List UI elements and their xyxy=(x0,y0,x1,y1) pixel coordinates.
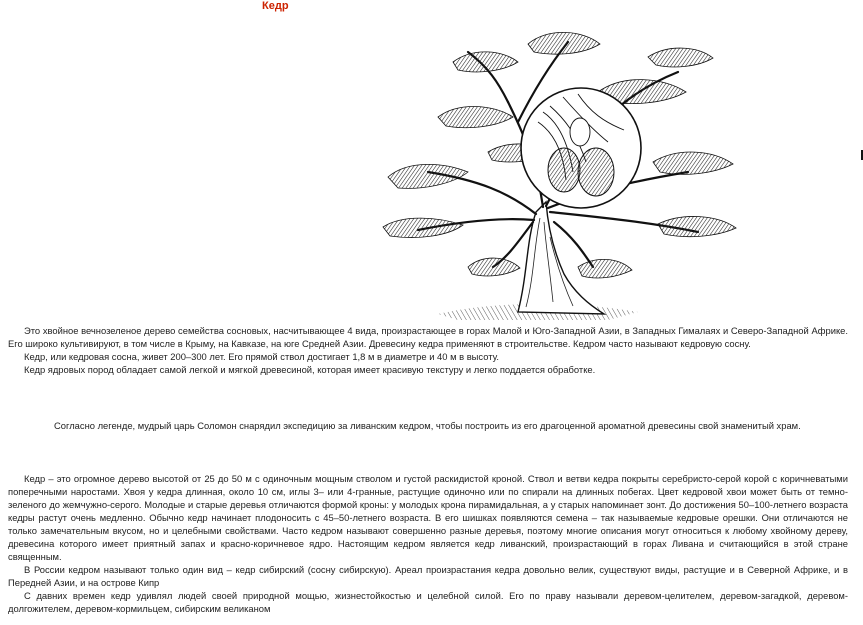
main-paragraph: В России кедром называют только один вид – кедр сибирский (сосну сибирскую). Ареал произрастания кедра довольно велик, существуют виды, растущие и в Северной Африке, и в Передней Азии, и на острове Кипр xyxy=(8,564,848,588)
intro-section xyxy=(8,324,848,376)
main-paragraph: С давних времен кедр удивлял людей своей природной мощью, жизнестойкостью и целебной силой. Его по праву называли деревом-целителем, деревом-загадкой, деревом-долгожителем, деревом-кормильцем, сибирским великаном xyxy=(8,590,848,614)
intro-paragraph: Кедр, или кедровая сосна, живет 200–300 лет. Его прямой ствол достигает 1,8 м в диаметре и 40 м в высоту. xyxy=(24,351,499,362)
cedar-tree-illustration xyxy=(368,22,742,324)
intro-paragraph: Это хвойное вечнозеленое дерево семейства сосновых, насчитывающее 4 вида, произрастающее в горах Малой и Юго-Западной Азии, в Западных Гималаях и Северо-Западной Африке. Его широко культивируют, в том числе в Крыму, на Кавказе, на юге Средней Азии. Древесину кедра применяют в строительстве. Кедром часто называют кедровую сосну. xyxy=(8,325,848,349)
legend-quote xyxy=(38,419,838,432)
intro-paragraph: Кедр ядровых пород обладает самой легкой и мягкой древесиной, которая имеет красивую текстуру и легко поддается обработке. xyxy=(24,364,596,375)
legend-paragraph: Согласно легенде, мудрый царь Соломон снарядил экспедицию за ливанским кедром, чтобы построить из его драгоценной ароматной древесины свой знаменитый храм. xyxy=(54,420,801,431)
main-paragraph: Кедр – это огромное дерево высотой от 25 до 50 м с одиночным мощным стволом и густой раскидистой кроной. Ствол и ветви кедра покрыты серебристо-серой корой с коричневатыми поперечными наростами. Хвоя у кедра длинная, около 10 см, иглы 3– или 4-гранные, растущие одиночно или по спирали на длинных побегах. Цвет кедровой хвои может быть от темно-зеленого до жемчужно-серого. Молодые и старые деревья отличаются формой кроны: у молодых крона пирамидальная, а у старых напоминает зонт. До достижения 50–100-летнего возраста кедры растут очень медленно. Обычно кедр начинает плодоносить с 45–50-летнего возраста. В его шишках появляются семена – так называемые кедровые орешки. Они отличаются не только замечательным вкусом, но и целебными свойствами. Часто кедром называют совершенно разные деревья, поэтому многие описания могут относиться к любому хвойному дереву, древесина которого имеет приятный запах и красно-коричневое ядро. Настоящим кедром является кедр ливанский, произрастающий в горах Ливана и считающийся в этой стране священным. xyxy=(8,473,848,562)
page-title: Кедр xyxy=(262,0,289,12)
main-section xyxy=(8,472,848,615)
